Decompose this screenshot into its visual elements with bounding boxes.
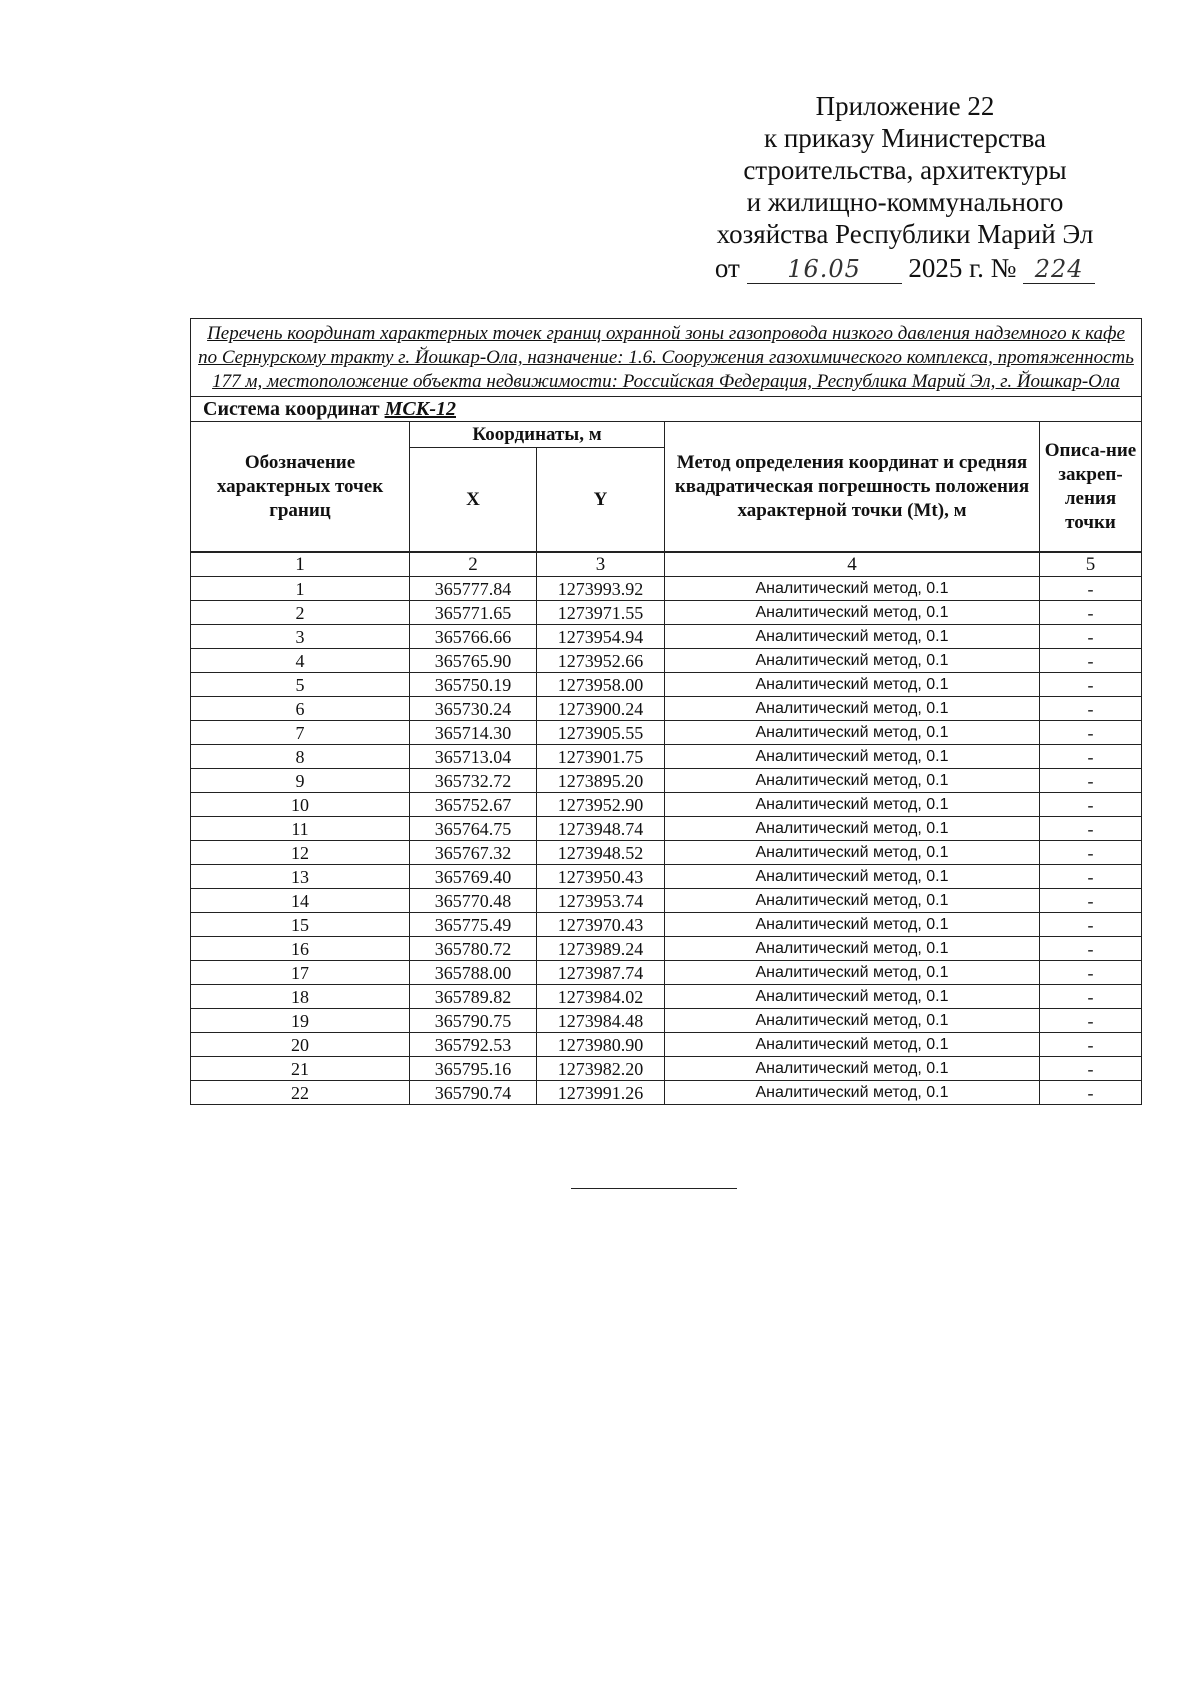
table-row xyxy=(191,865,1142,889)
column-number: 1 xyxy=(191,552,410,577)
date-prefix: от xyxy=(714,253,740,283)
method-cell: Аналитический метод, 0.1 xyxy=(665,1081,1040,1105)
description-cell: - xyxy=(1040,937,1142,961)
method-cell: Аналитический метод, 0.1 xyxy=(665,793,1040,817)
header-row xyxy=(191,422,1142,448)
point-cell: 4 xyxy=(191,649,410,673)
coordinate-system-label: Система координат xyxy=(203,397,380,420)
y-cell: 1273895.20 xyxy=(537,769,665,793)
y-cell: 1273982.20 xyxy=(537,1057,665,1081)
header-point: Обозначение характерных точек границ xyxy=(191,422,410,553)
coordinate-system-row xyxy=(191,397,1142,422)
order-date-line xyxy=(690,252,1120,284)
description-cell: - xyxy=(1040,985,1142,1009)
table-row xyxy=(191,961,1142,985)
description-cell: - xyxy=(1040,1009,1142,1033)
point-cell: 12 xyxy=(191,841,410,865)
description-cell: - xyxy=(1040,649,1142,673)
column-number: 4 xyxy=(665,552,1040,577)
y-cell: 1273948.74 xyxy=(537,817,665,841)
table-row xyxy=(191,913,1142,937)
table-row xyxy=(191,769,1142,793)
header-description: Описа-ние закреп-ления точки xyxy=(1040,422,1142,553)
table-row xyxy=(191,985,1142,1009)
y-cell: 1273952.66 xyxy=(537,649,665,673)
x-cell: 365795.16 xyxy=(410,1057,537,1081)
coordinate-system xyxy=(191,397,1142,422)
x-cell: 365765.90 xyxy=(410,649,537,673)
y-cell: 1273950.43 xyxy=(537,865,665,889)
table-row xyxy=(191,817,1142,841)
point-cell: 6 xyxy=(191,697,410,721)
y-cell: 1273953.74 xyxy=(537,889,665,913)
description-cell: - xyxy=(1040,1033,1142,1057)
y-cell: 1273984.02 xyxy=(537,985,665,1009)
x-cell: 365730.24 xyxy=(410,697,537,721)
header-line: к приказу Министерства xyxy=(763,123,1047,153)
x-cell: 365752.67 xyxy=(410,793,537,817)
point-cell: 2 xyxy=(191,601,410,625)
description-cell: - xyxy=(1040,601,1142,625)
y-cell: 1273970.43 xyxy=(537,913,665,937)
point-cell: 9 xyxy=(191,769,410,793)
description-cell: - xyxy=(1040,721,1142,745)
method-cell: Аналитический метод, 0.1 xyxy=(665,1033,1040,1057)
description-cell: - xyxy=(1040,673,1142,697)
point-cell: 21 xyxy=(191,1057,410,1081)
column-number: 3 xyxy=(537,552,665,577)
header-line: хозяйства Республики Марий Эл xyxy=(716,219,1094,249)
x-cell: 365732.72 xyxy=(410,769,537,793)
handwritten-date: 16.05 xyxy=(747,255,902,284)
x-cell: 365775.49 xyxy=(410,913,537,937)
x-cell: 365770.48 xyxy=(410,889,537,913)
method-cell: Аналитический метод, 0.1 xyxy=(665,865,1040,889)
y-cell: 1273948.52 xyxy=(537,841,665,865)
method-cell: Аналитический метод, 0.1 xyxy=(665,913,1040,937)
method-cell: Аналитический метод, 0.1 xyxy=(665,1057,1040,1081)
y-cell: 1273958.00 xyxy=(537,673,665,697)
method-cell: Аналитический метод, 0.1 xyxy=(665,841,1040,865)
y-cell: 1273980.90 xyxy=(537,1033,665,1057)
point-cell: 14 xyxy=(191,889,410,913)
x-cell: 365767.32 xyxy=(410,841,537,865)
method-cell: Аналитический метод, 0.1 xyxy=(665,721,1040,745)
point-cell: 5 xyxy=(191,673,410,697)
method-cell: Аналитический метод, 0.1 xyxy=(665,649,1040,673)
table-title: Перечень координат характерных точек границ охранной зоны газопровода низкого давления надземного к кафе по Сернурскому тракту г. Йошкар-Ола, назначение: 1.6. Сооружения газохимического комплекса, протяженность 177 м, местоположение объекта недвижимости: Российская Федерация, Республика Марий Эл, г. Йошкар-Ола xyxy=(191,319,1142,397)
table-row xyxy=(191,1033,1142,1057)
header-line: строительства, архитектуры xyxy=(743,155,1067,185)
y-cell: 1273901.75 xyxy=(537,745,665,769)
point-cell: 19 xyxy=(191,1009,410,1033)
header-line: и жилищно-коммунального xyxy=(746,187,1064,217)
handwritten-order-number: 224 xyxy=(1023,255,1095,284)
table-row xyxy=(191,889,1142,913)
description-cell: - xyxy=(1040,889,1142,913)
method-cell: Аналитический метод, 0.1 xyxy=(665,697,1040,721)
closing-rule xyxy=(571,1188,737,1189)
column-number: 2 xyxy=(410,552,537,577)
header-line: Приложение 22 xyxy=(815,91,995,121)
description-cell: - xyxy=(1040,817,1142,841)
description-cell: - xyxy=(1040,577,1142,601)
header-y: Y xyxy=(537,448,665,553)
point-cell: 16 xyxy=(191,937,410,961)
table-row xyxy=(191,673,1142,697)
method-cell: Аналитический метод, 0.1 xyxy=(665,937,1040,961)
point-cell: 17 xyxy=(191,961,410,985)
y-cell: 1273954.94 xyxy=(537,625,665,649)
x-cell: 365750.19 xyxy=(410,673,537,697)
x-cell: 365790.75 xyxy=(410,1009,537,1033)
y-cell: 1273987.74 xyxy=(537,961,665,985)
y-cell: 1273971.55 xyxy=(537,601,665,625)
description-cell: - xyxy=(1040,625,1142,649)
table-row xyxy=(191,793,1142,817)
table-row xyxy=(191,697,1142,721)
y-cell: 1273991.26 xyxy=(537,1081,665,1105)
x-cell: 365789.82 xyxy=(410,985,537,1009)
header-x: X xyxy=(410,448,537,553)
table-row xyxy=(191,745,1142,769)
year-number-label: 2025 г. № xyxy=(908,253,1017,283)
y-cell: 1273993.92 xyxy=(537,577,665,601)
description-cell: - xyxy=(1040,769,1142,793)
x-cell: 365769.40 xyxy=(410,865,537,889)
column-number-row xyxy=(191,552,1142,577)
method-cell: Аналитический метод, 0.1 xyxy=(665,625,1040,649)
point-cell: 13 xyxy=(191,865,410,889)
description-cell: - xyxy=(1040,913,1142,937)
point-cell: 10 xyxy=(191,793,410,817)
x-cell: 365788.00 xyxy=(410,961,537,985)
description-cell: - xyxy=(1040,1057,1142,1081)
x-cell: 365764.75 xyxy=(410,817,537,841)
description-cell: - xyxy=(1040,745,1142,769)
y-cell: 1273989.24 xyxy=(537,937,665,961)
description-cell: - xyxy=(1040,865,1142,889)
table-row xyxy=(191,1081,1142,1105)
point-cell: 11 xyxy=(191,817,410,841)
description-cell: - xyxy=(1040,697,1142,721)
description-cell: - xyxy=(1040,1081,1142,1105)
point-cell: 7 xyxy=(191,721,410,745)
table-row xyxy=(191,937,1142,961)
table-row xyxy=(191,721,1142,745)
y-cell: 1273952.90 xyxy=(537,793,665,817)
y-cell: 1273900.24 xyxy=(537,697,665,721)
method-cell: Аналитический метод, 0.1 xyxy=(665,985,1040,1009)
table-row xyxy=(191,1057,1142,1081)
point-cell: 1 xyxy=(191,577,410,601)
x-cell: 365714.30 xyxy=(410,721,537,745)
x-cell: 365792.53 xyxy=(410,1033,537,1057)
method-cell: Аналитический метод, 0.1 xyxy=(665,673,1040,697)
y-cell: 1273905.55 xyxy=(537,721,665,745)
description-cell: - xyxy=(1040,841,1142,865)
method-cell: Аналитический метод, 0.1 xyxy=(665,961,1040,985)
coordinates-table xyxy=(190,318,1142,1105)
header-coords: Координаты, м xyxy=(410,422,665,448)
x-cell: 365771.65 xyxy=(410,601,537,625)
x-cell: 365780.72 xyxy=(410,937,537,961)
method-cell: Аналитический метод, 0.1 xyxy=(665,577,1040,601)
point-cell: 18 xyxy=(191,985,410,1009)
table-row xyxy=(191,649,1142,673)
point-cell: 15 xyxy=(191,913,410,937)
description-cell: - xyxy=(1040,961,1142,985)
table-row xyxy=(191,1009,1142,1033)
point-cell: 20 xyxy=(191,1033,410,1057)
table-row xyxy=(191,625,1142,649)
method-cell: Аналитический метод, 0.1 xyxy=(665,745,1040,769)
header-method: Метод определения координат и средняя квадратическая погрешность положения характерной точки (Mt), м xyxy=(665,422,1040,553)
table-row xyxy=(191,601,1142,625)
description-cell: - xyxy=(1040,793,1142,817)
column-number: 5 xyxy=(1040,552,1142,577)
x-cell: 365713.04 xyxy=(410,745,537,769)
point-cell: 8 xyxy=(191,745,410,769)
x-cell: 365777.84 xyxy=(410,577,537,601)
x-cell: 365766.66 xyxy=(410,625,537,649)
y-cell: 1273984.48 xyxy=(537,1009,665,1033)
method-cell: Аналитический метод, 0.1 xyxy=(665,889,1040,913)
table-title-row xyxy=(191,319,1142,397)
table-row xyxy=(191,577,1142,601)
table-row xyxy=(191,841,1142,865)
point-cell: 22 xyxy=(191,1081,410,1105)
coordinate-system-value: МСК-12 xyxy=(384,397,456,420)
point-cell: 3 xyxy=(191,625,410,649)
method-cell: Аналитический метод, 0.1 xyxy=(665,769,1040,793)
appendix-header xyxy=(690,90,1120,284)
method-cell: Аналитический метод, 0.1 xyxy=(665,1009,1040,1033)
method-cell: Аналитический метод, 0.1 xyxy=(665,817,1040,841)
method-cell: Аналитический метод, 0.1 xyxy=(665,601,1040,625)
x-cell: 365790.74 xyxy=(410,1081,537,1105)
